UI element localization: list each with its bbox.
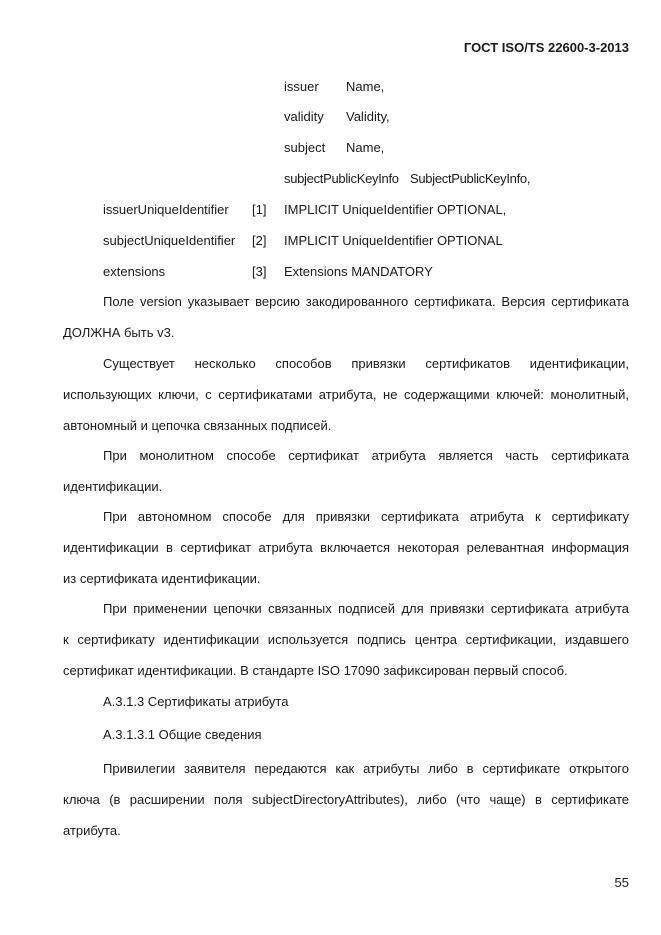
asn-field-name: extensions — [103, 264, 166, 279]
paragraph-autonomous — [63, 509, 629, 602]
asn-field-name: subjectUniqueIdentifier — [103, 233, 236, 248]
asn-field-def: IMPLICIT UniqueIdentifier OPTIONAL — [284, 233, 503, 248]
text-line: к сертификату идентификации используется подпись центра сертификации, издавшего — [63, 632, 629, 647]
text-line: Существует несколько способов привязки сертификатов идентификации, — [103, 356, 629, 371]
paragraph-chain — [63, 601, 629, 694]
asn-field-type: Name, — [346, 140, 385, 155]
text-line: сертификат идентификации. В стандарте ISO 17090 зафиксирован первый способ. — [63, 663, 568, 678]
text-line: При автономном способе для привязки сертификата атрибута к сертификату — [103, 509, 629, 524]
paragraph-privileges — [63, 761, 629, 854]
text-line: атрибута. — [63, 823, 121, 838]
subsection-heading: А.3.1.3.1 Общие сведения — [103, 727, 262, 742]
page-header-standard: ГОСТ ISO/TS 22600-3-2013 — [463, 40, 629, 55]
asn-field-name: issuerUniqueIdentifier — [103, 202, 229, 217]
paragraph-version — [63, 294, 629, 356]
asn-field-name: issuer — [284, 79, 319, 94]
text-line: автономный и цепочка связанных подписей. — [63, 418, 332, 433]
text-line: из сертификата идентификации. — [63, 571, 261, 586]
text-line: идентификации в сертификат атрибута включается некоторая релевантная информация — [63, 540, 629, 555]
asn-field-def: IMPLICIT UniqueIdentifier OPTIONAL, — [284, 202, 507, 217]
asn-field-name: subjectPublicKeyInfo — [284, 171, 399, 186]
text-line: ключа (в расширении поля subjectDirectoryAttributes), либо (что чаще) в сертификате — [63, 792, 629, 807]
page-number: 55 — [614, 875, 629, 890]
asn-field-tag: [1] — [252, 202, 267, 217]
text-line: использующих ключи, с сертификатами атрибута, не содержащими ключей: монолитный, — [63, 387, 629, 402]
asn-field-type: SubjectPublicKeyInfo, — [410, 171, 531, 186]
asn-field-type: Name, — [346, 79, 385, 94]
asn-field-type: Validity, — [346, 109, 390, 124]
asn-field-tag: [2] — [252, 233, 267, 248]
text-line: При монолитном способе сертификат атрибута является часть сертификата — [103, 448, 629, 463]
asn-field-tag: [3] — [252, 264, 267, 279]
text-line: идентификации. — [63, 479, 163, 494]
text-line: Поле version указывает версию закодированного сертификата. Версия сертификата — [103, 294, 629, 309]
text-line: ДОЛЖНА быть v3. — [63, 325, 175, 340]
asn-field-name: subject — [284, 140, 326, 155]
asn-field-def: Extensions MANDATORY — [284, 264, 433, 279]
text-line: При применении цепочки связанных подписей для привязки сертификата атрибута — [103, 601, 629, 616]
section-heading: А.3.1.3 Сертификаты атрибута — [103, 694, 289, 709]
asn-field-name: validity — [284, 109, 324, 124]
paragraph-binding-methods — [63, 356, 629, 449]
text-line: Привилегии заявителя передаются как атрибуты либо в сертификате открытого — [103, 761, 629, 776]
paragraph-monolithic — [63, 448, 629, 510]
